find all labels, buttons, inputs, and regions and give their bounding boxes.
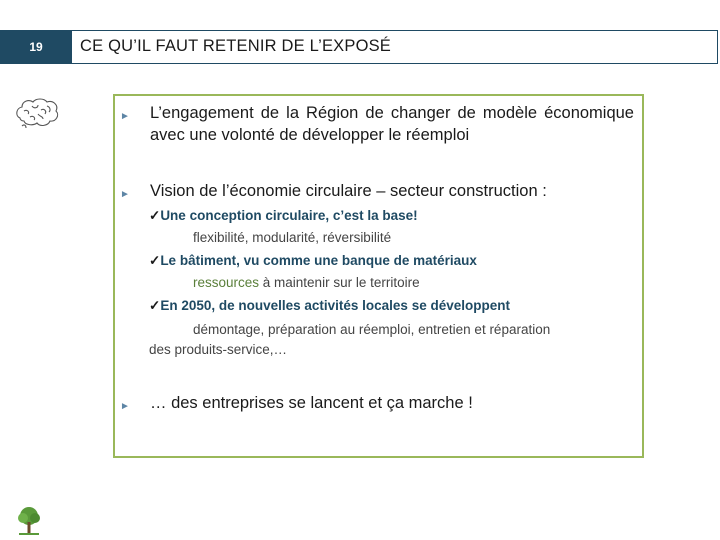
subpoint-3 [149,296,510,316]
slide-title: CE QU’IL FAUT RETENIR DE L’EXPOSÉ [80,37,392,55]
bullet-triangle-icon: ► [120,401,130,412]
bullet-triangle-icon: ► [120,111,130,122]
subpoint-title: Une conception circulaire, c’est la base! [160,208,418,223]
detail-text: à maintenir sur le territoire [259,275,420,290]
bullet-triangle-icon: ► [120,189,130,200]
title-bar [72,30,718,64]
subpoint-2 [149,251,477,271]
subpoint-detail: des produits-service,… [149,342,288,357]
bullet-text: … des entreprises se lancent et ça marche ! [150,394,473,412]
content-frame [113,94,644,458]
subpoint-detail: démontage, préparation au réemploi, entretien et réparation [193,322,551,337]
bullet-text: L’engagement de la Région de changer de modèle économique avec une volonté de développer le réemploi [150,104,634,144]
checkmark-icon: ✓ [149,298,161,313]
subpoint-detail [193,273,420,293]
bullet-text: Vision de l’économie circulaire – secteur construction : [150,182,547,200]
subpoint-title: Le bâtiment, vu comme une banque de matériaux [160,253,477,268]
subpoint-1 [149,206,418,226]
brain-icon [14,96,60,130]
slide-number-box [0,30,72,64]
slide-number: 19 [29,40,43,54]
subpoint-detail: flexibilité, modularité, réversibilité [193,230,392,245]
checkmark-icon: ✓ [149,253,161,268]
subpoint-title: En 2050, de nouvelles activités locales se développent [160,298,510,313]
checkmark-icon: ✓ [149,208,161,223]
detail-highlight: ressources [193,275,260,290]
tree-logo-icon [15,505,43,537]
